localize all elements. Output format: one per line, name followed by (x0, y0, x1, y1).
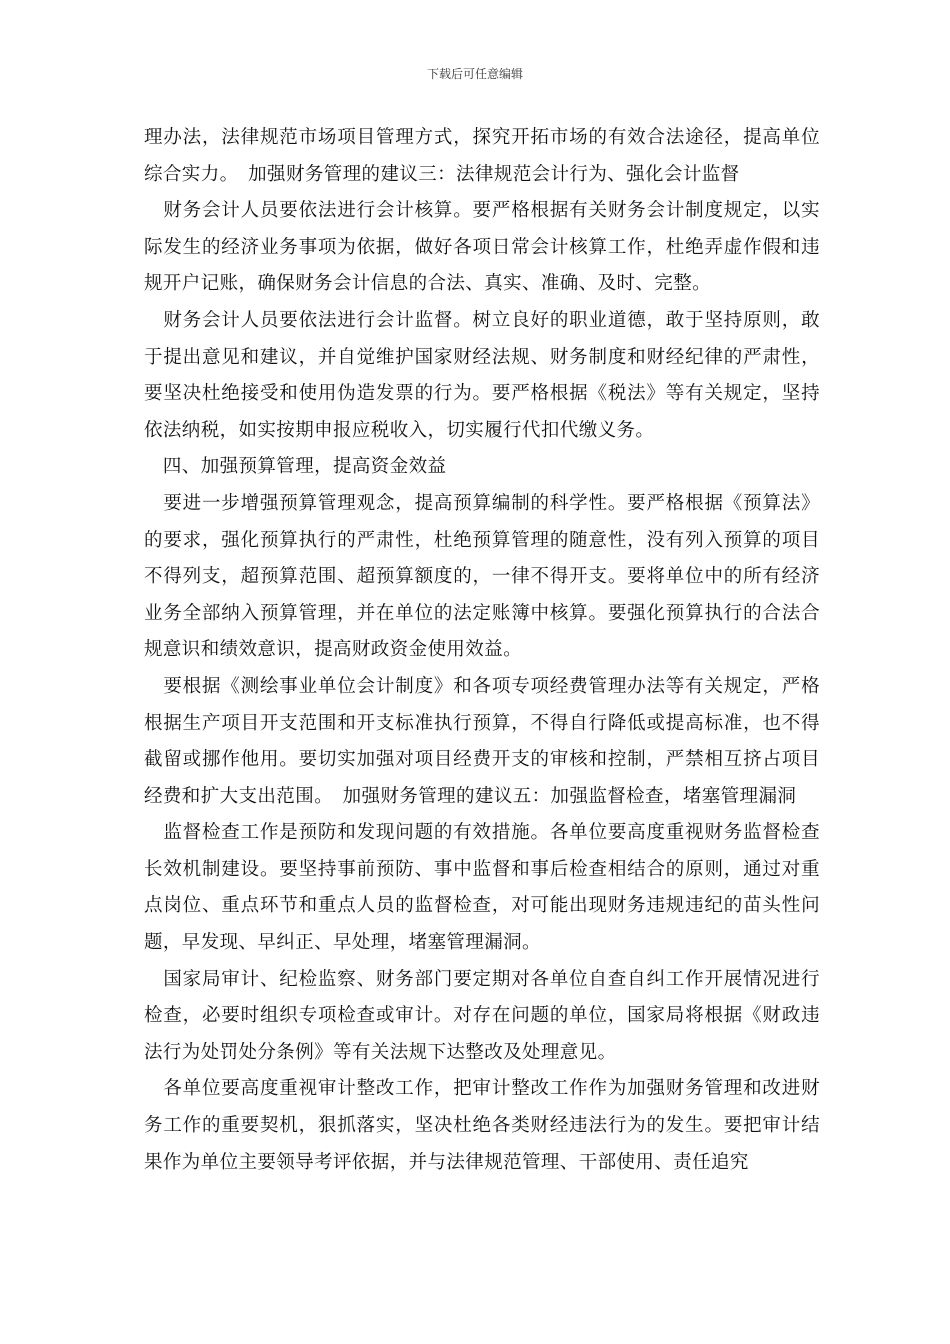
paragraph: 要进一步增强预算管理观念，提高预算编制的科学性。要严格根据《预算法》的要求，强化预算执行的严肃性，杜绝预算管理的随意性，没有列入预算的项目不得列支，超预算范围、超预算额度的，一律不得开支。要将单位中的所有经济业务全部纳入预算管理，并在单位的法定账簿中核算。要强化预算执行的合法合规意识和绩效意识，提高财政资金使用效益。 (144, 492, 820, 661)
paragraph: 理办法，法律规范市场项目管理方式，探究开拓市场的有效合法途径，提高单位综合实力。 加强财务管理的建议三：法律规范会计行为、强化会计监督 (144, 127, 820, 185)
section-heading: 四、加强预算管理，提高资金效益 (144, 456, 447, 478)
paragraph: 各单位要高度重视审计整改工作，把审计整改工作作为加强财务管理和改进财务工作的重要契机，狠抓落实，坚决杜绝各类财经违法行为的发生。要把审计结果作为单位主要领导考评依据，并与法律规范管理、干部使用、责任追究 (144, 1078, 820, 1173)
paragraph: 监督检查工作是预防和发现问题的有效措施。各单位要高度重视财务监督检查长效机制建设。要坚持事前预防、事中监督和事后检查相结合的原则，通过对重点岗位、重点环节和重点人员的监督检查，对可能出现财务违规违纪的苗头性问题，早发现、早纠正、早处理，堵塞管理漏洞。 (144, 822, 820, 954)
document-body (144, 120, 820, 1181)
paragraph: 要根据《测绘事业单位会计制度》和各项专项经费管理办法等有关规定，严格根据生产项目开支范围和开支标准执行预算，不得自行降低或提高标准，也不得截留或挪作他用。要切实加强对项目经费开支的审核和控制，严禁相互挤占项目经费和扩大支出范围。 加强财务管理的建议五：加强监督检查，堵塞管理漏洞 (144, 675, 820, 807)
page-header: 下载后可任意编辑 (426, 67, 523, 81)
paragraph: 财务会计人员要依法进行会计核算。要严格根据有关财务会计制度规定，以实际发生的经济业务事项为依据，做好各项日常会计核算工作，杜绝弄虚作假和违规开户记账，确保财务会计信息的合法、真实、准确、及时、完整。 (144, 200, 820, 295)
paragraph: 财务会计人员要依法进行会计监督。树立良好的职业道德，敢于坚持原则，敢于提出意见和建议，并自觉维护国家财经法规、财务制度和财经纪律的严肃性，要坚决杜绝接受和使用伪造发票的行为。要严格根据《税法》等有关规定，坚持依法纳税，如实按期申报应税收入，切实履行代扣代缴义务。 (144, 309, 820, 441)
paragraph: 国家局审计、纪检监察、财务部门要定期对各单位自查自纠工作开展情况进行检查，必要时组织专项检查或审计。对存在问题的单位，国家局将根据《财政违法行为处罚处分条例》等有关法规下达整改及处理意见。 (144, 968, 820, 1063)
